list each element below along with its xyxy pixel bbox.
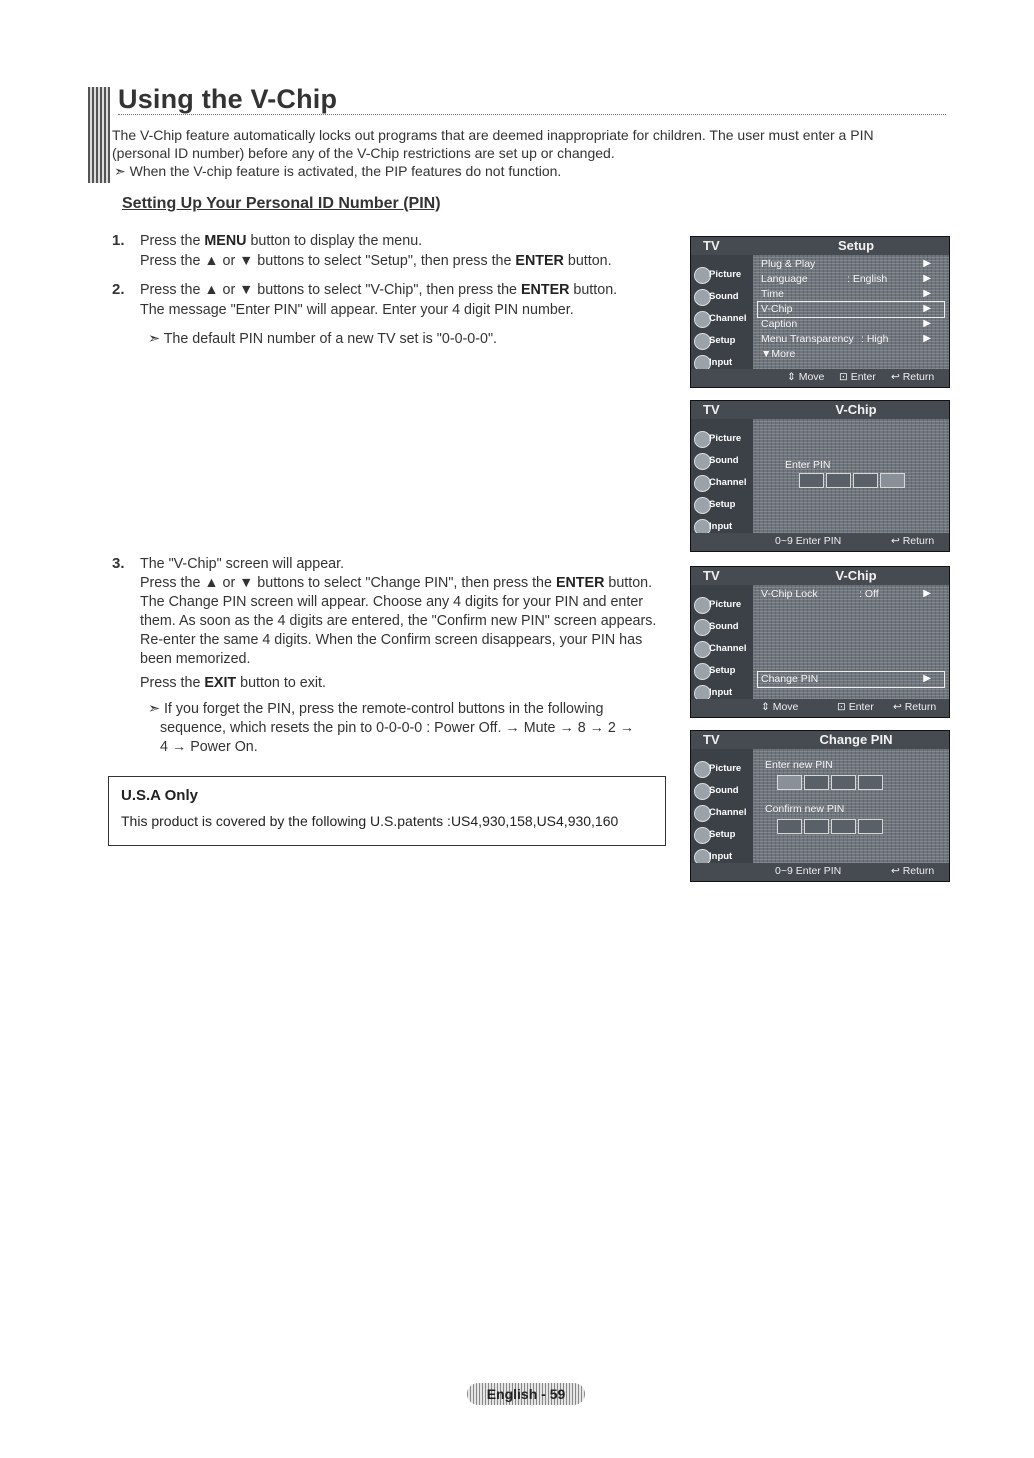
tv-screen-vchip [690, 566, 950, 718]
return-hint: ↩ Return [891, 371, 935, 383]
step-2-line-1: Press the ▲ or ▼ buttons to select "V-Chip", then press the ENTER button. [140, 282, 618, 298]
sidebar-item-input: Input [709, 521, 733, 532]
menu-row-value: : Off [859, 588, 879, 600]
step-3-line-3: The Change PIN screen will appear. Choose any 4 digits for your PIN and enter [140, 594, 644, 610]
sidebar-item-picture: Picture [709, 599, 742, 610]
title-divider [118, 114, 946, 115]
step-3-line-6: been memorized. [140, 651, 251, 667]
sidebar-item-setup: Setup [709, 499, 736, 510]
intro-note: ➣ When the V-chip feature is activated, the PIP features do not function. [114, 163, 562, 179]
step-3-number: 3. [112, 555, 125, 572]
enter-hint: ⊡ Enter [839, 371, 876, 383]
menu-row-label: Change PIN [761, 673, 819, 685]
sidebar-item-channel: Channel [709, 643, 747, 654]
screen-footer [691, 533, 949, 551]
usa-only-text: This product is covered by the following U.S.patents :US4,930,158,US4,930,160 [121, 813, 619, 829]
return-hint: ↩ Return [893, 701, 937, 713]
intro-line-1: The V-Chip feature automatically locks out programs that are deemed inappropriate for children. The user must enter a PIN [112, 127, 874, 143]
step-1-line-1: Press the MENU button to display the menu. [140, 233, 423, 249]
screen-footer [691, 369, 949, 387]
menu-row-value: : English [847, 273, 888, 285]
section-title: Setting Up Your Personal ID Number (PIN) [122, 195, 441, 212]
tv-sidebar [691, 419, 753, 533]
sidebar-item-input: Input [709, 687, 733, 698]
pin-digit-box[interactable] [831, 819, 856, 834]
chevron-right-icon: ▶ [923, 303, 931, 314]
usa-only-title: U.S.A Only [121, 787, 198, 804]
menu-row-label: V-Chip [761, 303, 793, 315]
tv-screen-change-pin [690, 730, 950, 882]
step-1-line-2: Press the ▲ or ▼ buttons to select "Setup", then press the ENTER button. [140, 253, 612, 269]
return-hint: ↩ Return [891, 865, 935, 877]
intro-line-2: (personal ID number) before any of the V-Chip restrictions are set up or changed. [112, 145, 615, 161]
pin-digit-box[interactable] [858, 775, 883, 790]
tv-label: TV [703, 732, 720, 747]
enter-pin-prompt: Enter PIN [785, 459, 831, 471]
sidebar-item-channel: Channel [709, 807, 747, 818]
menu-row-label: V-Chip Lock [761, 588, 818, 600]
step-3-note-3: 4 → Power On. [160, 739, 258, 755]
sidebar-item-sound: Sound [709, 455, 739, 466]
pin-digit-box[interactable] [777, 775, 802, 790]
page-footer [467, 1383, 585, 1405]
sidebar-item-setup: Setup [709, 665, 736, 676]
tv-screen-vchip-pin [690, 400, 950, 552]
step-2-note: ➣ The default PIN number of a new TV set is "0-0-0-0". [148, 331, 498, 347]
pin-digit-box[interactable] [831, 775, 856, 790]
screen-footer [691, 863, 949, 881]
menu-row-value: : High [861, 333, 889, 345]
tv-label: TV [703, 568, 720, 583]
step-3-line-7: Press the EXIT button to exit. [140, 675, 326, 691]
sidebar-item-sound: Sound [709, 785, 739, 796]
tv-sidebar [691, 255, 753, 369]
sidebar-item-sound: Sound [709, 291, 739, 302]
move-hint: ⇕ Move [761, 701, 799, 713]
step-1-number: 1. [112, 232, 125, 249]
screen-header: Change PIN [819, 732, 893, 747]
pin-digit-box[interactable] [804, 775, 829, 790]
step-3-note-2: sequence, which resets the pin to 0-0-0-0 : Power Off. → Mute → 8 → 2 → [160, 720, 635, 736]
step-2-line-2: The message "Enter PIN" will appear. Enter your 4 digit PIN number. [140, 302, 574, 318]
chevron-right-icon: ▶ [923, 333, 931, 344]
usa-only-box [108, 776, 666, 846]
screen-footer [691, 699, 949, 717]
pin-digit-box[interactable] [880, 473, 905, 488]
pin-digit-box[interactable] [853, 473, 878, 488]
menu-row-label: Menu Transparency [761, 333, 854, 345]
sidebar-item-input: Input [709, 851, 733, 862]
chevron-right-icon: ▶ [923, 673, 931, 684]
sidebar-item-channel: Channel [709, 477, 747, 488]
return-hint: ↩ Return [891, 535, 935, 547]
menu-row-label: Caption [761, 318, 798, 330]
enter-pin-hint: 0~9 Enter PIN [775, 865, 842, 877]
sidebar-item-setup: Setup [709, 335, 736, 346]
screen-header: Setup [837, 238, 875, 253]
confirm-new-pin-prompt: Confirm new PIN [765, 803, 845, 815]
chevron-right-icon: ▶ [923, 288, 931, 299]
sidebar-item-channel: Channel [709, 313, 747, 324]
chevron-right-icon: ▶ [923, 588, 931, 599]
menu-row-label: ▼More [761, 348, 796, 360]
sidebar-item-picture: Picture [709, 269, 742, 280]
menu-row-label: Language [761, 273, 808, 285]
sidebar-item-input: Input [709, 357, 733, 368]
enter-new-pin-prompt: Enter new PIN [765, 759, 833, 771]
sidebar-item-setup: Setup [709, 829, 736, 840]
step-3-line-4: them. As soon as the 4 digits are entered, the "Confirm new PIN" screen appears. [140, 613, 657, 629]
pin-digit-box[interactable] [804, 819, 829, 834]
sidebar-item-picture: Picture [709, 763, 742, 774]
pin-digit-box[interactable] [799, 473, 824, 488]
move-hint: ⇕ Move [787, 371, 825, 383]
page-title: Using the V-Chip [118, 84, 338, 114]
pin-digit-box[interactable] [777, 819, 802, 834]
sidebar-item-sound: Sound [709, 621, 739, 632]
header-decoration [88, 87, 110, 183]
screen-header: V-Chip [835, 568, 877, 583]
sidebar-item-picture: Picture [709, 433, 742, 444]
tv-sidebar [691, 749, 753, 863]
chevron-right-icon: ▶ [923, 273, 931, 284]
enter-hint: ⊡ Enter [837, 701, 874, 713]
pin-digit-box[interactable] [858, 819, 883, 834]
pin-digit-box[interactable] [826, 473, 851, 488]
step-3-note-1: ➣ If you forget the PIN, press the remote-control buttons in the following [148, 701, 604, 717]
page-number-label: English - 59 [486, 1386, 566, 1402]
enter-pin-hint: 0~9 Enter PIN [775, 535, 842, 547]
chevron-right-icon: ▶ [923, 318, 931, 329]
menu-row-label: Time [761, 288, 784, 300]
step-2-number: 2. [112, 281, 125, 298]
step-3-line-5: Re-enter the same 4 digits. When the Confirm screen disappears, your PIN has [140, 632, 643, 648]
chevron-right-icon: ▶ [923, 258, 931, 269]
tv-label: TV [703, 238, 720, 253]
step-3-line-1: The "V-Chip" screen will appear. [140, 556, 345, 572]
tv-sidebar [691, 585, 753, 699]
step-3-line-2: Press the ▲ or ▼ buttons to select "Change PIN", then press the ENTER button. [140, 575, 653, 591]
tv-screen-setup [690, 236, 950, 388]
menu-row-label: Plug & Play [761, 258, 816, 270]
screen-header: V-Chip [835, 402, 877, 417]
tv-label: TV [703, 402, 720, 417]
